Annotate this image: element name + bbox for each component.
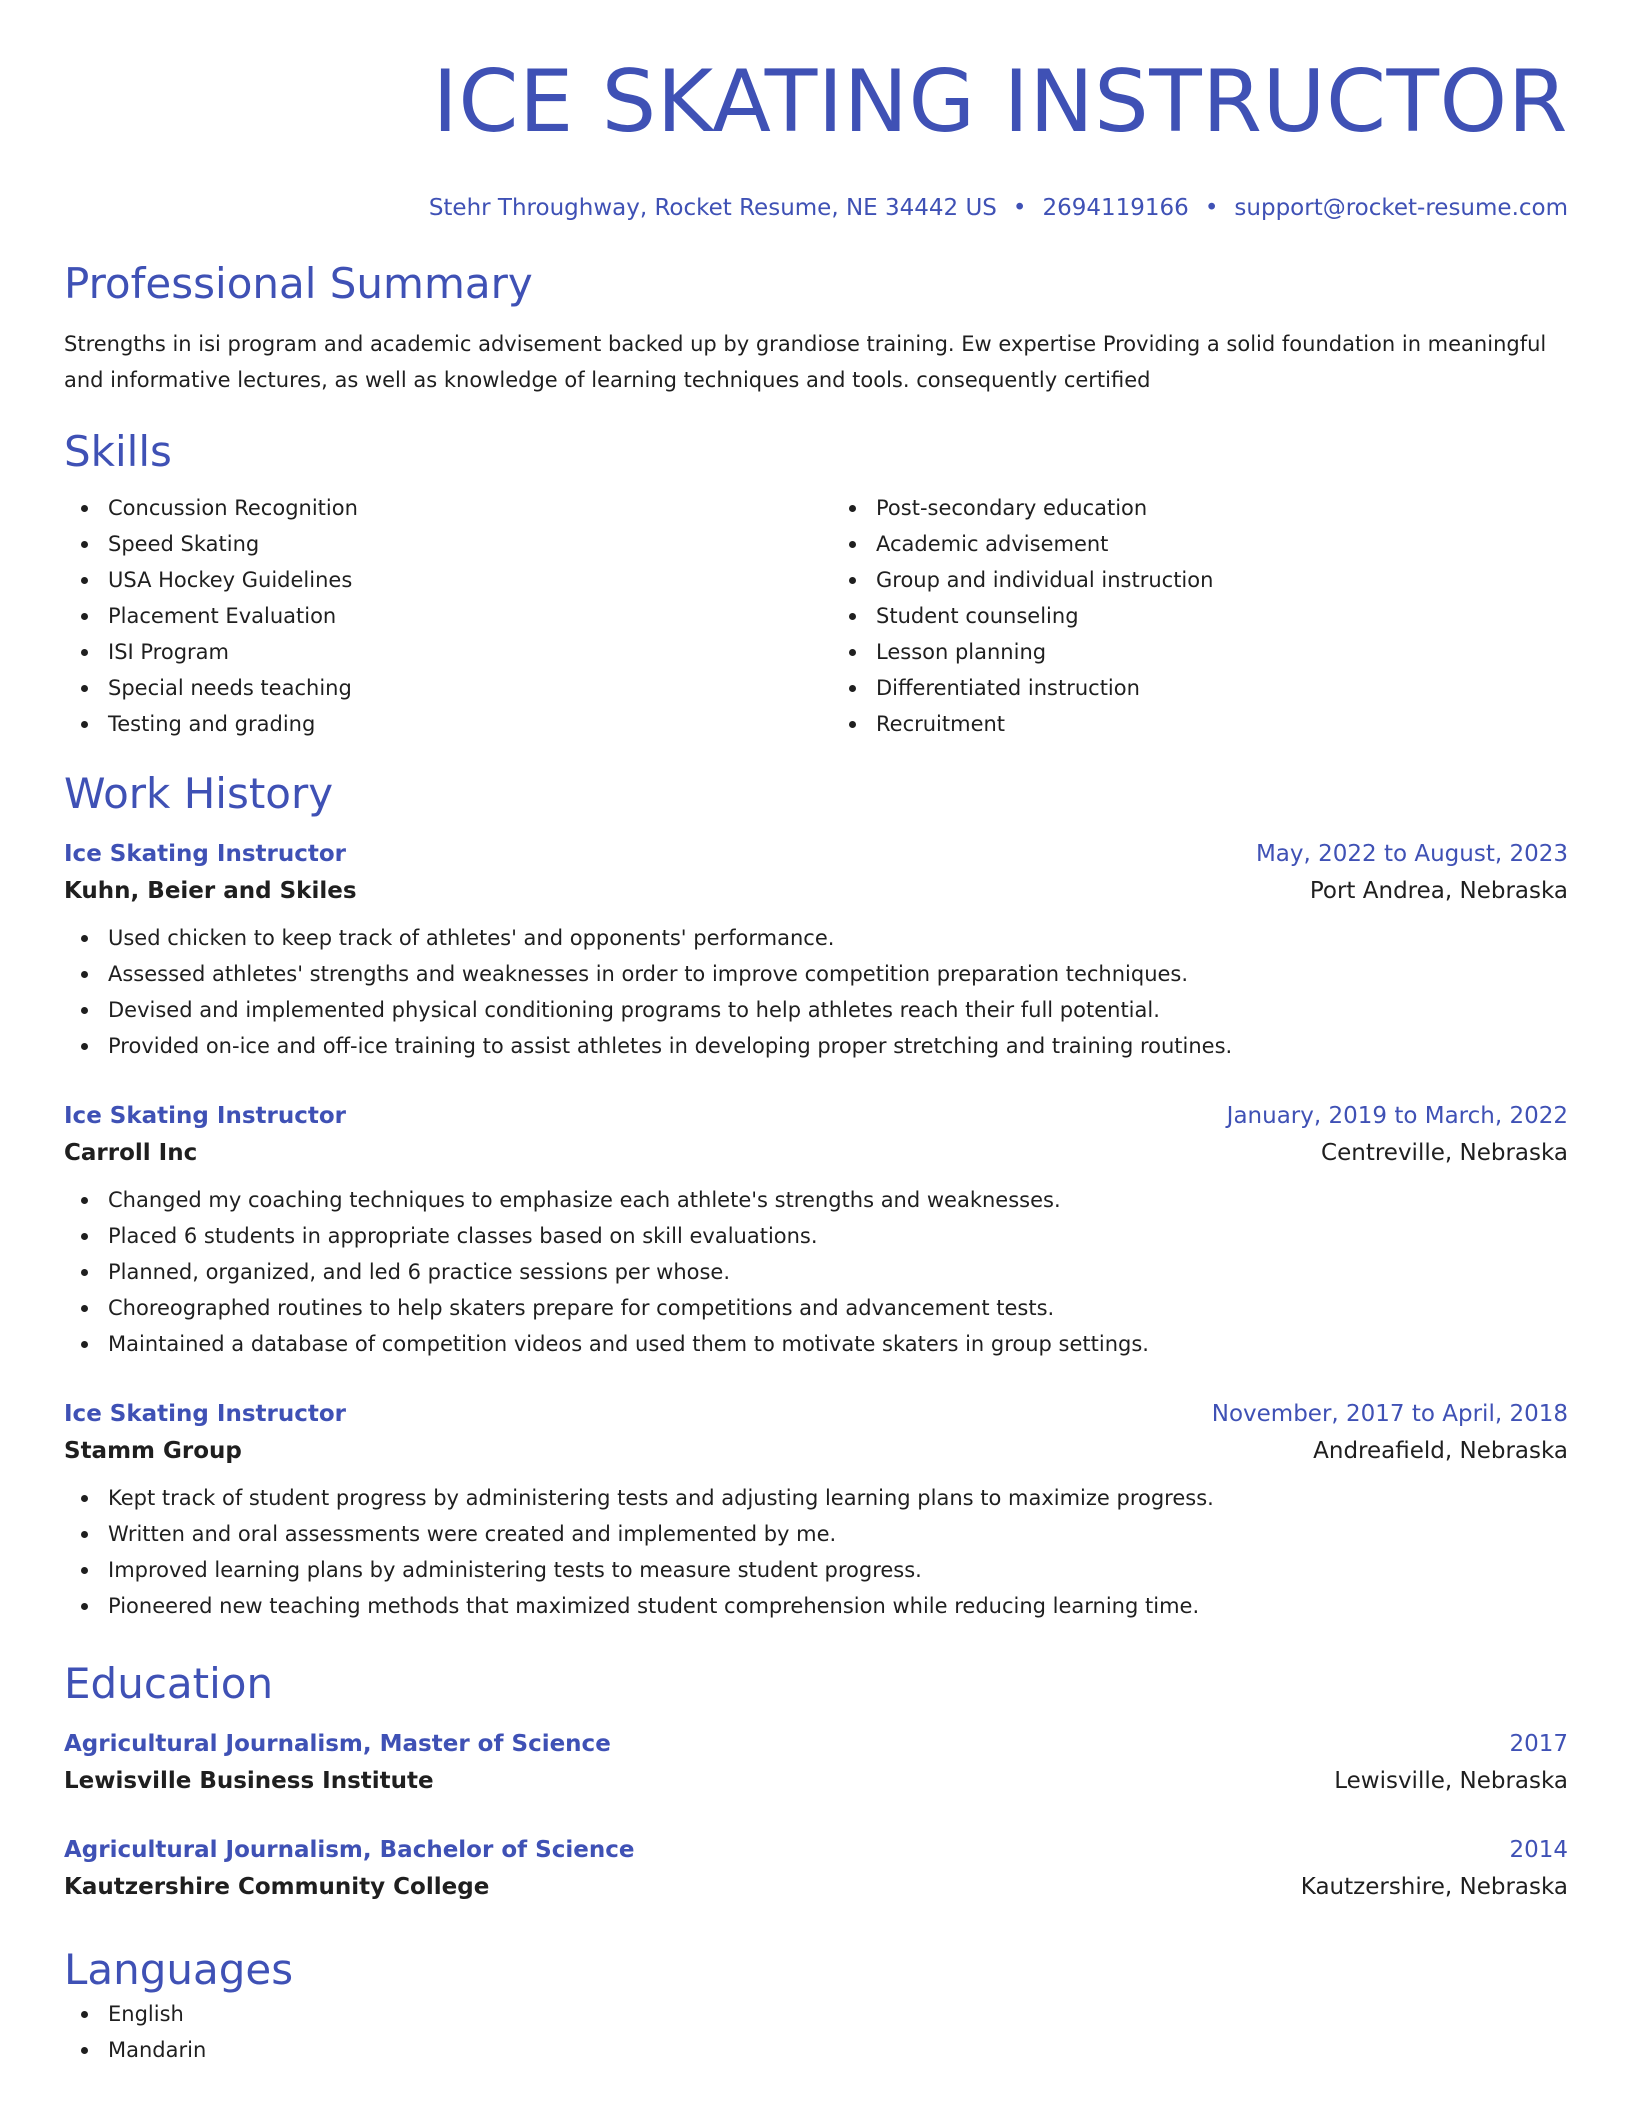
education-entry <box>64 1726 1568 1800</box>
education-school-row <box>64 1762 1568 1800</box>
job-location: Andreafield, Nebraska <box>1313 1438 1568 1464</box>
job-entry <box>64 1396 1568 1624</box>
job-dates: November, 2017 to April, 2018 <box>1211 1401 1568 1427</box>
work-history-heading: Work History <box>64 769 334 818</box>
job-duty: Placed 6 students in appropriate classes based on skill evaluations. <box>108 1218 1568 1254</box>
job-duty: Devised and implemented physical conditioning programs to help athletes reach their full potential. <box>108 992 1568 1028</box>
job-duty: Written and oral assessments were created and implemented by me. <box>108 1516 1568 1552</box>
education-school-row <box>64 1868 1568 1906</box>
languages-list <box>64 1996 1568 2068</box>
job-company-row <box>64 1134 1568 1172</box>
languages-section <box>64 1944 1568 2068</box>
job-header-row <box>64 1098 1568 1134</box>
job-duty: Assessed athletes' strengths and weaknesses in order to improve competition preparation techniques. <box>108 956 1568 992</box>
summary-heading: Professional Summary <box>64 259 533 308</box>
job-duties <box>64 1480 1568 1624</box>
skill-item: Group and individual instruction <box>876 562 1568 598</box>
job-title: Ice Skating Instructor <box>64 841 347 867</box>
skills-heading: Skills <box>64 427 172 476</box>
contact-separator: • <box>1012 195 1027 221</box>
education-school: Kautzershire Community College <box>64 1874 490 1900</box>
job-company: Carroll Inc <box>64 1140 198 1166</box>
education-entry <box>64 1832 1568 1906</box>
work-history-section <box>64 768 1568 1624</box>
skill-item: Academic advisement <box>876 526 1568 562</box>
languages-heading: Languages <box>64 1945 294 1994</box>
job-duty: Choreographed routines to help skaters prepare for competitions and advancement tests. <box>108 1290 1568 1326</box>
skill-item: ISI Program <box>108 634 800 670</box>
skill-item: Differentiated instruction <box>876 670 1568 706</box>
education-school: Lewisville Business Institute <box>64 1768 434 1794</box>
education-location: Lewisville, Nebraska <box>1334 1768 1568 1794</box>
job-title: Ice Skating Instructor <box>64 1401 347 1427</box>
skill-item: Special needs teaching <box>108 670 800 706</box>
job-duties <box>64 920 1568 1064</box>
summary-section <box>64 258 1568 398</box>
skill-item: Post-secondary education <box>876 490 1568 526</box>
job-duty: Provided on-ice and off-ice training to assist athletes in developing proper stretching and training routines. <box>108 1028 1568 1064</box>
job-entry <box>64 1098 1568 1362</box>
job-location: Port Andrea, Nebraska <box>1309 878 1568 904</box>
job-company-row <box>64 872 1568 910</box>
job-dates: January, 2019 to March, 2022 <box>1226 1103 1568 1129</box>
skills-section <box>64 426 1568 742</box>
skills-list-right <box>832 490 1568 742</box>
job-company: Stamm Group <box>64 1438 242 1464</box>
education-heading: Education <box>64 1659 274 1708</box>
education-year: 2017 <box>1509 1731 1568 1757</box>
contact-email: support@rocket-resume.com <box>1234 195 1568 221</box>
job-title: Ice Skating Instructor <box>64 1103 347 1129</box>
skills-list-left <box>64 490 800 742</box>
skills-grid <box>64 490 1568 742</box>
job-company: Kuhn, Beier and Skiles <box>64 878 357 904</box>
education-degree-row <box>64 1832 1568 1868</box>
skill-item: Student counseling <box>876 598 1568 634</box>
skill-item: Testing and grading <box>108 706 800 742</box>
job-duty: Planned, organized, and led 6 practice sessions per whose. <box>108 1254 1568 1290</box>
resume-title: ICE SKATING INSTRUCTOR <box>432 52 1568 152</box>
summary-text: Strengths in isi program and academic advisement backed up by grandiose training. Ew expertise Providing a solid foundation in meaningful and informative lectures, as well as knowledge of learning techniques and tools. consequently certified <box>64 332 1547 392</box>
job-duty: Pioneered new teaching methods that maximized student comprehension while reducing learning time. <box>108 1588 1568 1624</box>
job-duty: Changed my coaching techniques to emphasize each athlete's strengths and weaknesses. <box>108 1182 1568 1218</box>
skill-item: Recruitment <box>876 706 1568 742</box>
education-degree: Agricultural Journalism, Master of Science <box>64 1731 611 1757</box>
language-item: Mandarin <box>108 2032 1568 2068</box>
education-year: 2014 <box>1509 1837 1568 1863</box>
job-duty: Improved learning plans by administering tests to measure student progress. <box>108 1552 1568 1588</box>
skill-item: Placement Evaluation <box>108 598 800 634</box>
job-header-row <box>64 1396 1568 1432</box>
job-entry <box>64 836 1568 1064</box>
job-duties <box>64 1182 1568 1362</box>
education-degree-row <box>64 1726 1568 1762</box>
resume-header <box>64 52 1568 222</box>
education-location: Kautzershire, Nebraska <box>1300 1874 1568 1900</box>
contact-address: Stehr Throughway, Rocket Resume, NE 34442 US <box>428 195 997 221</box>
education-section <box>64 1658 1568 1906</box>
education-degree: Agricultural Journalism, Bachelor of Science <box>64 1837 635 1863</box>
job-dates: May, 2022 to August, 2023 <box>1255 841 1568 867</box>
language-item: English <box>108 1996 1568 2032</box>
job-header-row <box>64 836 1568 872</box>
job-duty: Kept track of student progress by administering tests and adjusting learning plans to maximize progress. <box>108 1480 1568 1516</box>
contact-separator: • <box>1204 195 1219 221</box>
contact-phone: 2694119166 <box>1042 195 1189 221</box>
skill-item: Speed Skating <box>108 526 800 562</box>
skill-item: Concussion Recognition <box>108 490 800 526</box>
skill-item: USA Hockey Guidelines <box>108 562 800 598</box>
job-company-row <box>64 1432 1568 1470</box>
job-duty: Used chicken to keep track of athletes' and opponents' performance. <box>108 920 1568 956</box>
skill-item: Lesson planning <box>876 634 1568 670</box>
job-duty: Maintained a database of competition videos and used them to motivate skaters in group settings. <box>108 1326 1568 1362</box>
contact-line <box>64 194 1568 222</box>
job-location: Centreville, Nebraska <box>1321 1140 1568 1166</box>
